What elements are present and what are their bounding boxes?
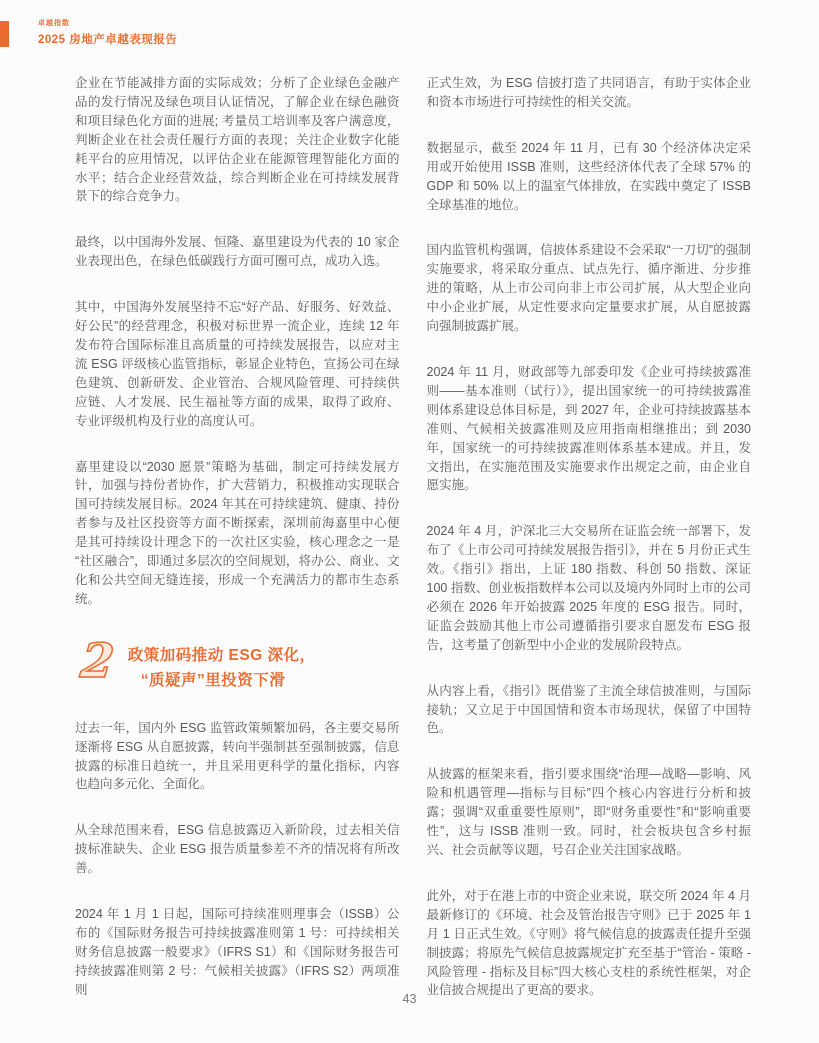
paragraph: 数据显示，截至 2024 年 11 月，已有 30 个经济体决定采用或开始使用 ISSB 准则，这些经济体代表了全球 57% 的 GDP 和 50% 以上的温室气体排放，在实践中奠定了 ISSB 全球基准的地位。 [426,140,751,212]
paragraph: 正式生效，为 ESG 信披打造了共同语言，有助于实体企业和资本市场进行可持续性的相关交流。 [426,76,751,109]
paragraph: 最终，以中国海外发展、恒隆、嘉里建设为代表的 10 家企业表现出色，在绿色低碳践行方面可圈可点，成功入选。 [75,235,400,269]
right-column [427,74,752,1027]
paragraph: 从披露的框架来看，指引要求围绕“治理—战略—影响、风险和机遇管理—指标与目标”四个核心内容进行分析和披露；强调“双重重要性原则”，即“财务重要性”和“影响重要性”，这与 ISSB 准则一致。同时，社会板块包含乡村振兴、社会贡献等议题，号召企业关注国家战略。 [426,767,751,857]
paragraph: 2024 年 1 月 1 日起，国际可持续准则理事会（ISSB）公布的《国际财务报告可持续披露准则第 1 号：可持续相关财务信息披露一般要求》（IFRS S1）和《国际财务报告可持续披露准则第 2 号：气候相关披露》（IFRS S2）两项准则 [75,907,400,997]
brand-accent-bar [0,21,9,47]
paragraph: 过去一年，国内外 ESG 监管政策频繁加码，各主要交易所逐渐将 ESG 从自愿披露，转向半强制甚至强制披露，信息披露的标准日趋统一，并且采用更科学的量化指标，内容也趋向多元化、全面化。 [75,720,400,792]
section-title-line1: 政策加码推动 ESG 深化， [127,646,316,664]
paragraph: 嘉里建设以“2030 愿景”策略为基础，制定可持续发展方针，加强与持份者协作，扩大营销力，积极推动实现联合国可持续发展目标。2024 年其在可持续建筑、健康、持份者参与及社区投资等方面不断探索，深圳前海嘉里中心便是其可持续设计理念下的一次社区实验，核心理念之一是“社区融合”，即通过多层次的空间规划，将办公、商业、文化和公共空间无缝连接，形成一个充满活力的都市生态系统。 [75,459,400,606]
section-heading [78,633,400,693]
paragraph: 国内监管机构强调，信披体系建设不会采取“一刀切”的强制实施要求，将采取分重点、试点先行、循序渐进、分步推进的策略，从上市公司向非上市公司扩展，从大型企业向中小企业扩展，从定性要求向定量要求扩展，从自愿披露向强制披露扩展。 [426,243,751,334]
section-number: 2 [78,633,117,689]
page-number: 43 [402,992,417,1006]
paragraph: 从全球范围来看，ESG 信息披露迈入新阶段，过去相关信披标准缺失、企业 ESG 报告质量参差不齐的情况将有所改善。 [75,823,400,876]
paragraph: 企业在节能减排方面的实际成效；分析了企业绿色金融产品的发行情况及绿色项目认证情况，了解企业在绿色融资和项目绿色化方面的进展; 考量员工培训率及客户满意度，判断企业在社会责任履行方面的表现；关注企业数字化能耗平台的应用情况，以评估企业在能源管理智能化方面的水平；结合企业经营效益，综合判断企业在可持续发展背景下的综合竞争力。 [75,76,400,204]
brand-name: 卓越指数 [38,20,70,27]
report-title: 2025 房地产卓越表现报告 [38,34,178,46]
section-title-line2: “质疑声”里投资下滑 [140,671,286,689]
paragraph: 其中，中国海外发展坚持不忘“好产品、好服务、好效益、好公民”的经营理念，积极对标世界一流企业，连续 12 年发布符合国际标准且高质量的可持续发展报告，以应对主流 ESG 评级核心监管指标，彰显企业特色，宣扬公司在绿色建筑、创新研发、企业管治、合规风险管理、可持续供应链、人才发展、民生福祉等方面的成果，取得了政府、专业评级机构及行业的高度认可。 [75,300,400,428]
two-column-text [75,74,751,1027]
paragraph: 从内容上看，《指引》既借鉴了主流全球信披准则，与国际接轨；又立足于中国国情和资本市场现状，保留了中国特色。 [426,683,751,736]
left-column [75,74,400,1027]
report-logo [38,20,177,47]
paragraph: 此外，对于在港上市的中资企业来说，联交所 2024 年 4 月最新修订的《环境、社会及管治报告守则》已于 2025 年 1 月 1 日正式生效。《守则》将气候信息的披露责任提升至强制披露；将原先气候信息披露规定扩充至基于“管治 - 策略 - 风险管理 - 指标及目标”四大核心支柱的系统性框架，对企业信披合规提出了更高的要求。 [426,888,751,998]
section-title [128,636,316,693]
paragraph: 2024 年 4 月，沪深北三大交易所在证监会统一部署下，发布了《上市公司可持续发展报告指引》，并在 5 月份正式生效。《指引》指出，上证 180 指数、科创 50 指数、深证 100 指数、创业板指数样本公司以及境内外同时上市的公司必须在 2026 年开始披露 2025 年度的 ESG 报告。同时，证监会鼓励其他上市公司遵循指引要求自愿发布 ESG 报告，这考量了创新型中小企业的发展阶段特点。 [426,524,751,652]
paragraph: 2024 年 11 月，财政部等九部委印发《企业可持续披露准则——基本准则（试行）》，提出国家统一的可持续披露准则体系建设总体目标是，到 2027 年，企业可持续披露基本准则、气候相关披露准则及应用指南相继推出；到 2030 年，国家统一的可持续披露准则体系基本建成。并且，发文指出，在实施范围及实施要求作出规定之前，由企业自愿实施。 [426,364,751,493]
